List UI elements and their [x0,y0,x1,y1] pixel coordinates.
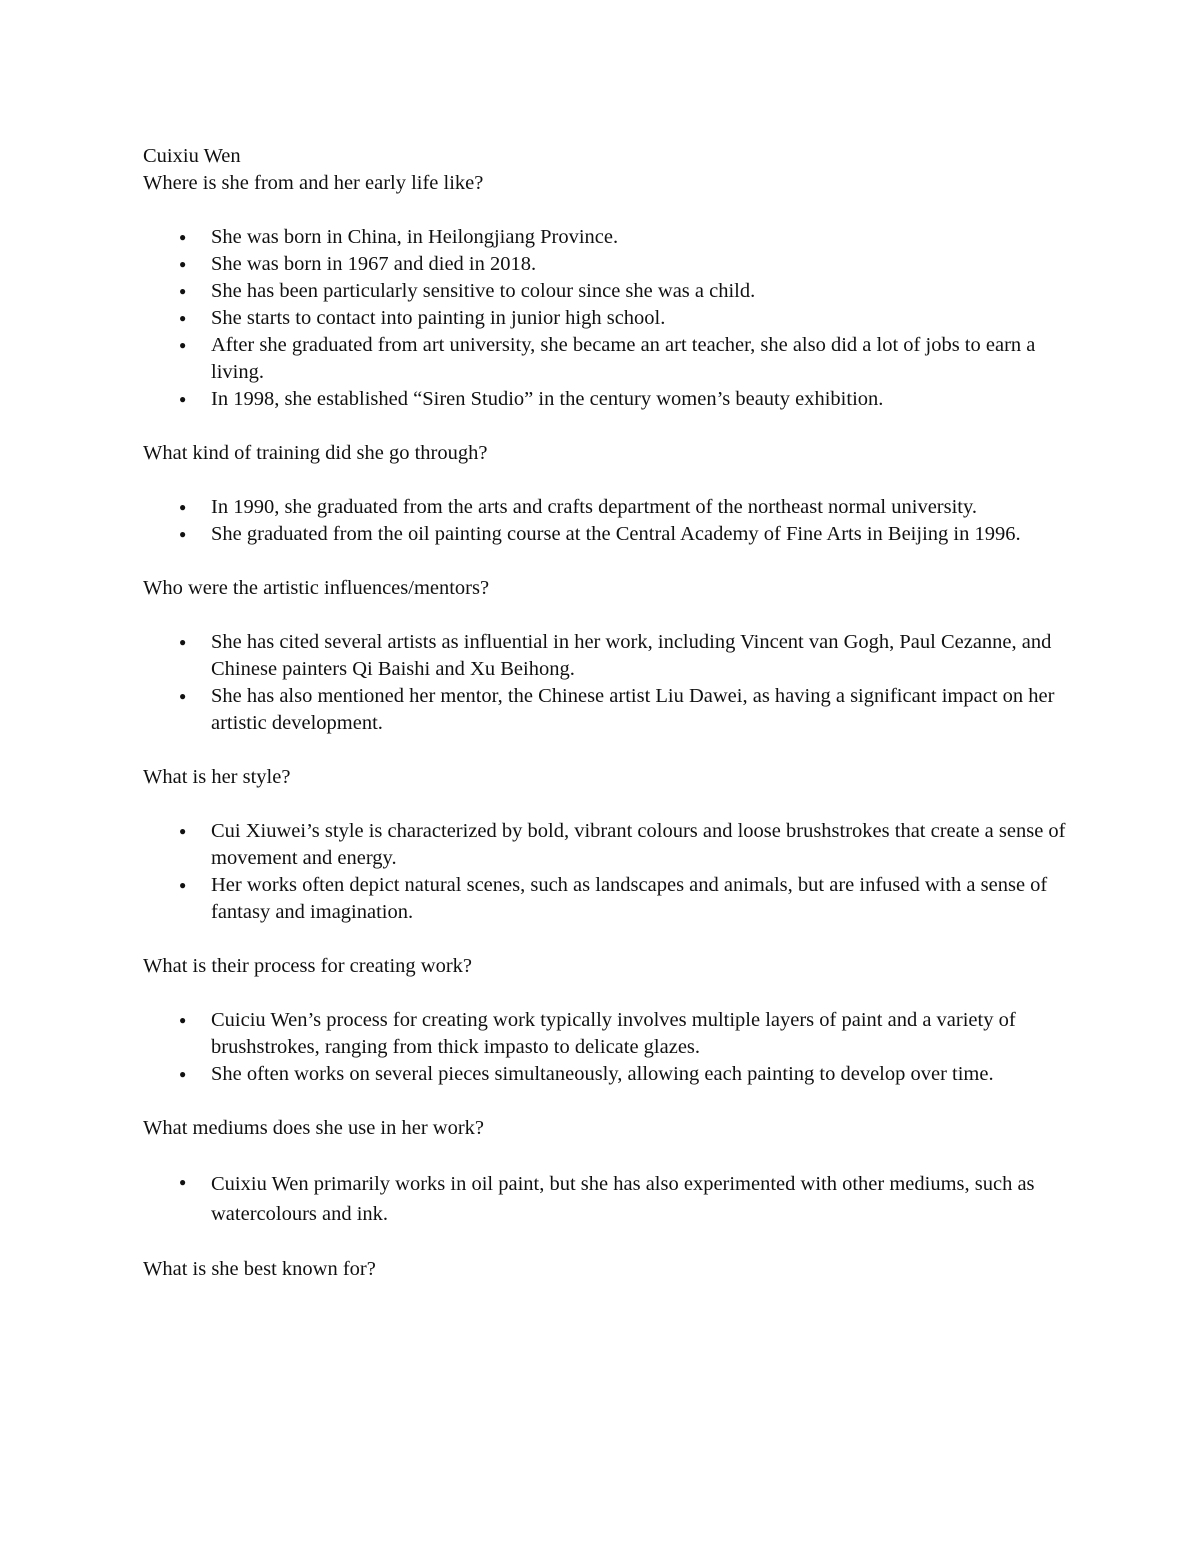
bullet-icon: ● [179,1067,187,1081]
bullet-icon: ● [179,311,187,325]
question-best-known: What is she best known for? [143,1258,376,1280]
list-item [143,1007,1068,1061]
list-item [143,251,1068,278]
bullet-icon: ● [179,689,187,703]
list-item [143,278,1068,305]
list-item [143,521,1068,548]
list-item-text: Cuixiu Wen primarily works in oil paint, but she has also experimented with other mediums, such as watercolours and ink. [211,1173,1035,1225]
list-item-text: Her works often depict natural scenes, such as landscapes and animals, but are infused with a sense of fantasy and imagination. [211,874,1048,923]
list-item-text: She has also mentioned her mentor, the Chinese artist Liu Dawei, as having a significant impact on her artistic development. [211,685,1055,734]
list-item [143,872,1068,926]
question-mediums: What mediums does she use in her work? [143,1117,485,1139]
document-body [143,143,1068,1283]
list-item-text: Cuiciu Wen’s process for creating work typically involves multiple layers of paint and a variety of brushstrokes, ranging from thick impasto to delicate glazes. [211,1009,1016,1058]
list-style [143,818,1068,926]
bullet-icon: ● [179,635,187,649]
bullet-icon: ● [179,500,187,514]
bullet-icon: ● [179,338,187,352]
bullet-icon: ● [179,824,187,838]
list-item [143,1061,1068,1088]
list-item-text: She was born in China, in Heilongjiang Province. [211,226,619,248]
list-training [143,494,1068,548]
list-item-text: She has been particularly sensitive to colour since she was a child. [211,280,756,302]
list-item-text: She starts to contact into painting in junior high school. [211,307,666,329]
list-item [143,332,1068,386]
list-item [143,386,1068,413]
bullet-icon: ● [179,257,187,271]
bullet-icon: ● [179,1013,187,1027]
list-item [143,629,1068,683]
question-influences: Who were the artistic influences/mentors? [143,577,490,599]
question-process: What is their process for creating work? [143,955,473,977]
list-item-text: She graduated from the oil painting course at the Central Academy of Fine Arts in Beijing in 1996. [211,523,1021,545]
bullet-icon: ● [179,392,187,406]
question-early-life: Where is she from and her early life like? [143,172,484,194]
list-item-text: Cui Xiuwei’s style is characterized by bold, vibrant colours and loose brushstrokes that create a sense of movement and energy. [211,820,1066,869]
list-early-life [143,224,1068,413]
list-process [143,1007,1068,1088]
bullet-icon: ● [179,527,187,541]
list-item [143,1169,1068,1229]
list-item-text: She was born in 1967 and died in 2018. [211,253,537,275]
bullet-icon: ● [179,1175,187,1189]
list-item-text: After she graduated from art university, she became an art teacher, she also did a lot of jobs to earn a living. [211,334,1036,383]
list-item-text: In 1998, she established “Siren Studio” in the century women’s beauty exhibition. [211,388,884,410]
list-item [143,305,1068,332]
list-item [143,818,1068,872]
list-item-text: In 1990, she graduated from the arts and crafts department of the northeast normal university. [211,496,978,518]
list-item [143,224,1068,251]
list-item-text: She often works on several pieces simultaneously, allowing each painting to develop over time. [211,1063,994,1085]
question-style: What is her style? [143,766,291,788]
bullet-icon: ● [179,284,187,298]
list-item [143,683,1068,737]
document-title: Cuixiu Wen [143,145,241,167]
bullet-icon: ● [179,878,187,892]
bullet-icon: ● [179,230,187,244]
list-item [143,494,1068,521]
question-training: What kind of training did she go through? [143,442,488,464]
list-mediums [143,1169,1068,1229]
list-influences [143,629,1068,737]
list-item-text: She has cited several artists as influential in her work, including Vincent van Gogh, Paul Cezanne, and Chinese painters Qi Baishi and Xu Beihong. [211,631,1052,680]
